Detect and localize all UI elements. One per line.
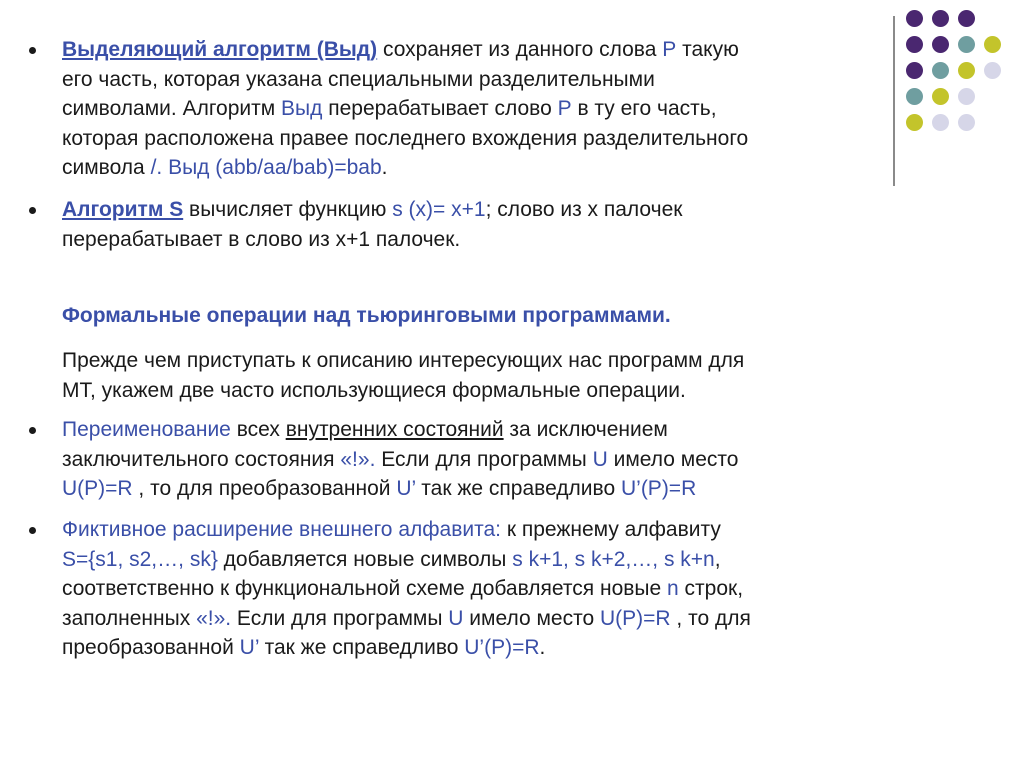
text-line: его часть, которая указана специальными разделительными <box>62 67 655 91</box>
text-line: которая расположена правее последнего вхождения разделительного <box>62 126 749 150</box>
decorative-dot <box>958 62 975 79</box>
decorative-dot <box>958 114 975 131</box>
bullet-icon <box>29 47 36 54</box>
text-line: МТ, укажем две часто использующиеся формальные операции. <box>62 378 686 402</box>
section-heading: Формальные операции над тьюринговыми программами. <box>62 304 671 327</box>
decorative-dot <box>932 10 949 27</box>
text-line: S={s1, s2,…, sk} добавляется новые символы s k+1, s k+2,…, s k+n, <box>62 547 721 571</box>
term-algorithm-s: Алгоритм S <box>62 198 184 221</box>
decorative-dot <box>984 36 1001 53</box>
paragraph-algorithm-s <box>62 195 682 254</box>
bullet-icon <box>29 207 36 214</box>
decorative-dot <box>932 62 949 79</box>
text-line: Фиктивное расширение внешнего алфавита: к прежнему алфавиту <box>62 518 721 541</box>
paragraph-intro <box>62 346 744 405</box>
text-line: Прежде чем приступать к описанию интересующих нас программ для <box>62 349 745 372</box>
text-line: Выделяющий алгоритм (Выд) сохраняет из данного слова Р такую <box>62 38 739 61</box>
text-line: преобразованной U’ так же справедливо U’(P)=R. <box>62 636 546 659</box>
decorative-dot <box>906 88 923 105</box>
paragraph-alphabet-extension <box>62 515 751 663</box>
decorative-dot <box>958 10 975 27</box>
text-line: Переименование всех внутренних состояний за исключением <box>62 418 668 441</box>
decorative-dot <box>906 114 923 131</box>
decorative-dot <box>958 88 975 105</box>
decorative-dot <box>984 62 1001 79</box>
text-line: символа /. Выд (abb/aa/bab)=bab. <box>62 156 388 179</box>
text-line: Алгоритм S вычисляет функцию s (x)= x+1; слово из x палочек <box>62 198 683 221</box>
bullet-icon <box>29 427 36 434</box>
text-line: заключительного состояния «!». Если для программы U имело место <box>62 447 739 471</box>
text-line: соответственно к функциональной схеме добавляется новые n строк, <box>62 577 744 600</box>
text-line: U(P)=R , то для преобразованной U’ так же справедливо U’(P)=R <box>62 477 697 500</box>
paragraph-renaming <box>62 415 738 504</box>
text-line: символами. Алгоритм Выд перерабатывает слово Р в ту его часть, <box>62 97 717 120</box>
divider-line <box>893 16 895 186</box>
decorative-dot <box>932 88 949 105</box>
decorative-dot <box>958 36 975 53</box>
paragraph-select-algorithm <box>62 35 748 183</box>
bullet-icon <box>29 527 36 534</box>
decorative-dot <box>932 114 949 131</box>
decorative-dot-grid <box>906 10 1021 170</box>
term-renaming: Переименование <box>62 418 231 441</box>
decorative-dot <box>932 36 949 53</box>
text-line: перерабатывает в слово из x+1 палочек. <box>62 227 461 251</box>
term-select-algorithm: Выделяющий алгоритм (Выд) <box>62 38 378 61</box>
decorative-dot <box>906 62 923 79</box>
decorative-dot <box>906 36 923 53</box>
term-alphabet-extension: Фиктивное расширение внешнего алфавита: <box>62 518 501 541</box>
decorative-dot <box>906 10 923 27</box>
text-line: заполненных «!». Если для программы U имело место U(P)=R , то для <box>62 606 751 630</box>
